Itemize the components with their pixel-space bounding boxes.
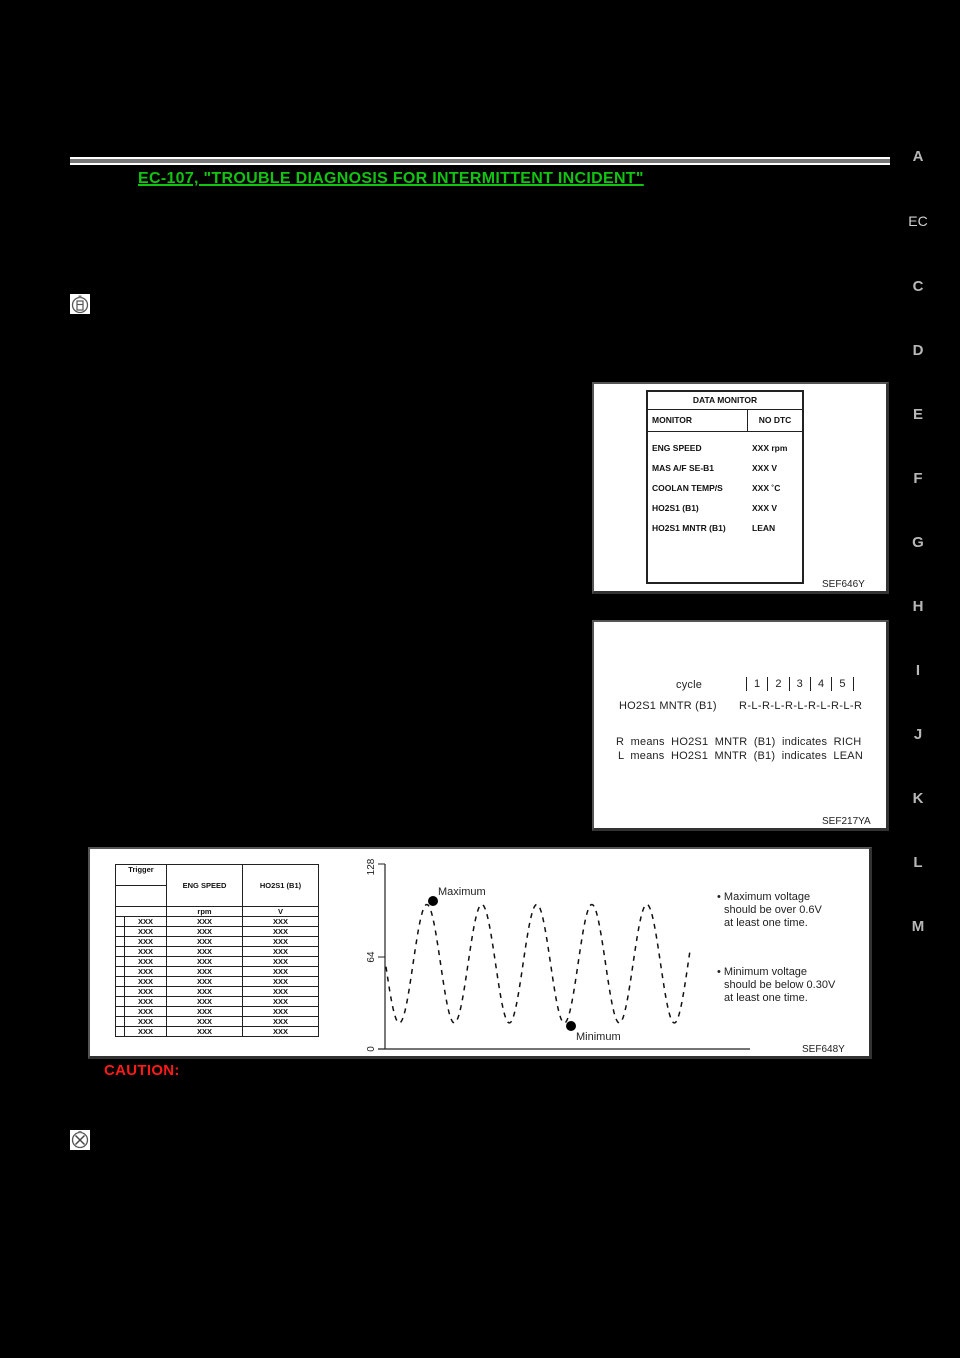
col-ho2s1: HO2S1 (B1): [243, 865, 319, 907]
table-row: XXX XXX XXX: [116, 1027, 319, 1037]
table-row: XXX XXX XXX: [116, 987, 319, 997]
monitor-item-name: COOLAN TEMP/S: [652, 483, 723, 493]
col-trigger: Trigger: [116, 865, 167, 886]
maximum-point: [428, 896, 438, 906]
table-row: XXX XXX XXX: [116, 967, 319, 977]
section-tab-j[interactable]: J: [913, 726, 923, 743]
figure-id: SEF217YA: [822, 816, 871, 827]
table-row: XXX XXX XXX: [116, 1017, 319, 1027]
cycle-numbers: 1 2 3 4 5: [739, 677, 861, 691]
section-tab-k[interactable]: K: [912, 790, 924, 807]
data-monitor-title: DATA MONITOR: [648, 392, 802, 410]
data-monitor-screen: [646, 390, 804, 584]
figure-freeze-frame: [88, 847, 872, 1059]
lean-legend: L means HO2S1 MNTR (B1) indicates LEAN: [618, 750, 863, 762]
freeze-frame-table: [115, 864, 319, 1037]
section-tab-g[interactable]: G: [912, 534, 924, 551]
section-tab-e[interactable]: E: [912, 406, 923, 423]
callout-line: at least one time.: [724, 992, 808, 1004]
minimum-point: [566, 1021, 576, 1031]
section-tab-l[interactable]: L: [913, 854, 923, 871]
monitor-row: [648, 438, 802, 458]
table-row: XXX XXX XXX: [116, 927, 319, 937]
monitor-item-value: XXX V: [752, 503, 778, 513]
monitor-row: [648, 498, 802, 518]
minimum-label: Minimum: [576, 1031, 621, 1043]
y-tick-64: 64: [366, 951, 377, 963]
consult-icon: [70, 294, 90, 314]
table-row: XXX XXX XXX: [116, 937, 319, 947]
unit-blank: [116, 907, 167, 917]
y-tick-128: 128: [366, 858, 377, 876]
monitor-row: [648, 478, 802, 498]
table-row: XXX XXX XXX: [116, 917, 319, 927]
monitor-item-value: XXX ˚C: [752, 483, 781, 493]
col-eng-speed: ENG SPEED: [167, 865, 243, 907]
monitor-item-value: XXX V: [752, 463, 778, 473]
figure-id: SEF646Y: [822, 579, 865, 590]
rich-legend: R means HO2S1 MNTR (B1) indicates RICH: [616, 736, 862, 748]
section-tab-f[interactable]: F: [913, 470, 923, 487]
trigger-blank: [116, 886, 167, 907]
no-tools-icon: [70, 1130, 90, 1150]
data-monitor-header: [648, 410, 802, 432]
table-row: XXX XXX XXX: [116, 977, 319, 987]
monitor-item-name: ENG SPEED: [652, 443, 702, 453]
monitor-row: [648, 458, 802, 478]
waveform-line: [386, 905, 690, 1023]
figure-data-monitor: [592, 382, 889, 594]
table-row: XXX XXX XXX: [116, 997, 319, 1007]
monitor-item-name: HO2S1 MNTR (B1): [652, 523, 726, 533]
table-row: XXX XXX XXX: [116, 947, 319, 957]
waveform-graph: [360, 849, 760, 1057]
max-voltage-callout: [717, 891, 822, 930]
callout-line: • Maximum voltage: [717, 891, 811, 903]
min-voltage-callout: [717, 966, 835, 1005]
rl-sequence: R-L-R-L-R-L-R-L-R-L-R: [739, 700, 863, 712]
unit-rpm: rpm: [167, 907, 243, 917]
maximum-label: Maximum: [438, 886, 486, 898]
section-tab-c[interactable]: C: [912, 278, 924, 295]
caution-label: CAUTION:: [104, 1062, 180, 1079]
no-dtc-label: NO DTC: [758, 415, 792, 425]
section-tab-m[interactable]: M: [911, 918, 925, 935]
section-tab-ec[interactable]: EC: [908, 213, 928, 229]
callout-line: should be below 0.30V: [724, 979, 836, 991]
section-tab-d[interactable]: D: [912, 342, 924, 359]
section-tab-a[interactable]: A: [912, 148, 924, 165]
header-rule: [70, 157, 890, 165]
monitor-item-value: LEAN: [752, 523, 776, 533]
section-tab-h[interactable]: H: [912, 598, 924, 615]
monitor-label: MONITOR: [648, 410, 748, 431]
table-row: XXX XXX XXX: [116, 957, 319, 967]
table-row: XXX XXX XXX: [116, 1007, 319, 1017]
monitor-item-name: HO2S1 (B1): [652, 503, 699, 513]
y-tick-0: 0: [366, 1046, 377, 1052]
monitor-item-name: MAS A/F SE-B1: [652, 463, 715, 473]
section-tab-i[interactable]: I: [915, 662, 921, 679]
figure-id: SEF648Y: [802, 1044, 845, 1055]
callout-line: at least one time.: [724, 917, 808, 929]
callout-line: should be over 0.6V: [724, 904, 822, 916]
unit-v: V: [243, 907, 319, 917]
data-monitor-rows: [648, 438, 802, 538]
trouble-diagnosis-link[interactable]: EC-107, "TROUBLE DIAGNOSIS FOR INTERMITTENT INCIDENT": [138, 170, 644, 187]
monitor-row: [648, 518, 802, 538]
cycle-label: cycle: [676, 679, 703, 691]
monitor-item-value: XXX rpm: [752, 443, 788, 453]
figure-cycle: [592, 620, 889, 831]
callout-line: • Minimum voltage: [717, 966, 808, 978]
monitor-label: HO2S1 MNTR (B1): [619, 700, 717, 712]
